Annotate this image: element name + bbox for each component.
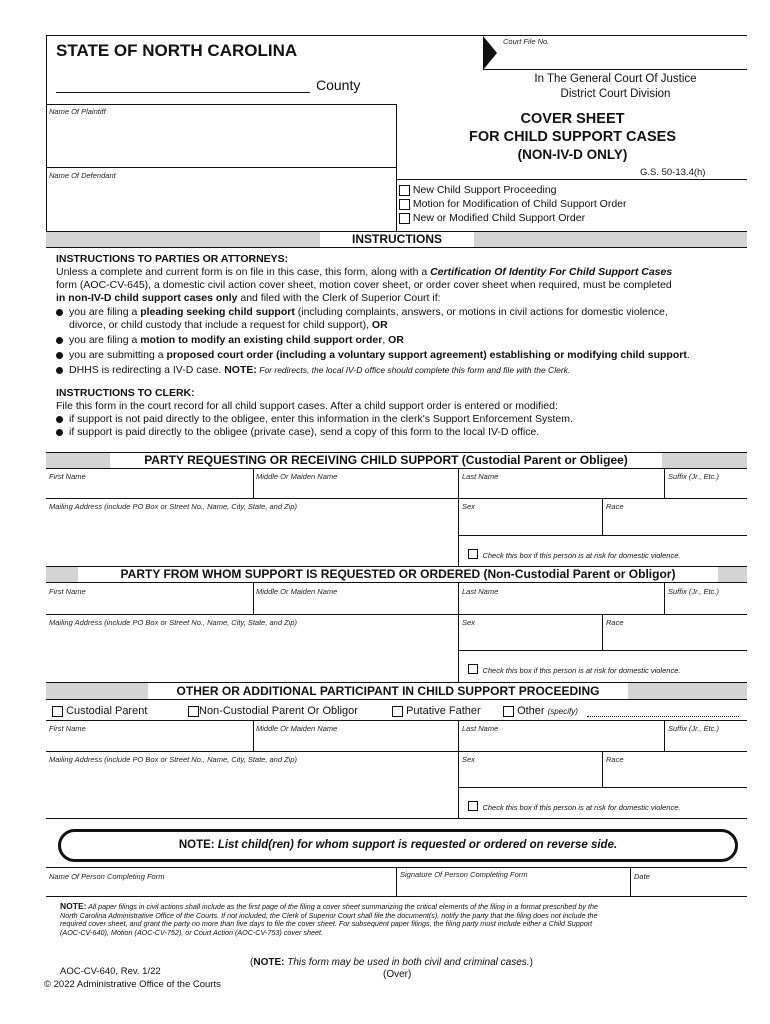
plaintiff-top-line [46, 104, 396, 105]
checkbox[interactable] [468, 549, 478, 559]
divider [602, 498, 603, 535]
bullet-icon [56, 429, 63, 436]
county-line[interactable] [56, 92, 310, 93]
defendant-label: Name Of Defendant [49, 171, 116, 180]
row-line [46, 720, 747, 721]
date-label: Date [634, 872, 650, 881]
children-note-box: NOTE: List child(ren) for whom support is requested or ordered on reverse side. [58, 829, 738, 862]
other-specify-line[interactable] [587, 716, 739, 717]
row-line [46, 498, 747, 499]
instructions-para3: in non-IV-D child support cases only and filed with the Clerk of Superior Court if: [56, 292, 441, 304]
bullet-icon [56, 337, 63, 344]
mailing-address-label: Mailing Address (include PO Box or Street No., Name, City, State, and Zip) [49, 755, 298, 764]
suffix-label: Suffix (Jr., Etc.) [668, 587, 719, 596]
checkbox[interactable] [503, 706, 514, 717]
divider [602, 614, 603, 650]
first-name-label: First Name [49, 587, 86, 596]
copyright: © 2022 Administrative Office of the Courts [44, 979, 221, 990]
bullet-icon [56, 352, 63, 359]
clerk-instructions-heading: INSTRUCTIONS TO CLERK: [56, 387, 195, 399]
row-line [458, 535, 747, 536]
checkbox[interactable] [392, 706, 403, 717]
obligor-party-heading: PARTY FROM WHOM SUPPORT IS REQUESTED OR ORDERED (Non-Custodial Parent or Obligor) [78, 567, 718, 582]
form-id: AOC-CV-640, Rev. 1/22 [60, 966, 161, 977]
divider [458, 720, 459, 818]
option-modification[interactable]: Motion for Modification of Child Support Order [399, 198, 627, 210]
first-name-label: First Name [49, 472, 86, 481]
first-name-label: First Name [49, 724, 86, 733]
cover-title-line1: COVER SHEET [520, 111, 625, 127]
suffix-label: Suffix (Jr., Etc.) [668, 472, 719, 481]
checkbox[interactable] [399, 213, 410, 224]
dv-checkbox-row[interactable]: Check this box if this person is at risk for domestic violence. [468, 660, 680, 678]
race-label: Race [606, 618, 624, 627]
top-border [46, 35, 747, 36]
type-putative-father[interactable]: Putative Father [392, 705, 481, 717]
row-line [458, 787, 747, 788]
checkbox[interactable] [468, 664, 478, 674]
dv-checkbox-row[interactable]: Check this box if this person is at risk for domestic violence. [468, 797, 680, 815]
plaintiff-label: Name Of Plaintiff [49, 107, 106, 116]
middle-name-label: Middle Or Maiden Name [256, 587, 338, 596]
divider [630, 867, 631, 896]
bullet-icon [56, 309, 63, 316]
race-label: Race [606, 502, 624, 511]
divider [458, 583, 459, 682]
over-indicator: (Over) [383, 969, 412, 980]
bullet-icon [56, 367, 63, 374]
type-non-custodial[interactable]: Non-Custodial Parent Or Obligor [188, 705, 358, 717]
divider [664, 720, 665, 751]
court-file-arrow-icon [483, 36, 497, 70]
instruction-bullet-3: you are submitting a proposed court order (including a voluntary support agreement) establishing or modifying child support. [56, 349, 690, 361]
court-line1: In The General Court Of Justice [534, 73, 697, 85]
statute-ref: G.S. 50-13.4(h) [640, 167, 706, 178]
sex-label: Sex [462, 502, 475, 511]
instructions-para1: Unless a complete and current form is on file in this case, this form, along with a Certification Of Identity For Child Support Cases [56, 266, 673, 278]
county-label: County [316, 77, 361, 93]
bullet-icon [56, 416, 63, 423]
race-label: Race [606, 755, 624, 764]
middle-name-label: Middle Or Maiden Name [256, 472, 338, 481]
instruction-bullet-2: you are filing a motion to modify an existing child support order, OR [56, 334, 404, 346]
option-new-modified-order[interactable]: New or Modified Child Support Order [399, 212, 585, 224]
instruction-bullet-1-cont: divorce, or child custody that include a request for child support), OR [69, 319, 388, 331]
divider [664, 583, 665, 614]
suffix-label: Suffix (Jr., Etc.) [668, 724, 719, 733]
row-line [46, 751, 747, 752]
last-name-label: Last Name [462, 724, 499, 733]
checkbox[interactable] [52, 706, 63, 717]
filing-note: NOTE: All paper filings in civil actions shall include as the first page of the filing a cover sheet summarizing the critical elements of the filing in a format prescribed by the North Carolina Administrative Office of the Courts. If not included, the Clerk of Superior Court shall file the document(s), notify the party that the filing does not include the required cover sheet, and grant the party no more than five days to file the cover sheet. For subsequent paper filings, the filing party must include either a Child Support (AOC-CV-640), Motion (AOC-CV-752), or Court Action (AOC-CV-753) cover sheet. [60, 901, 598, 937]
court-file-label: Court File No. [503, 37, 550, 46]
state-title: STATE OF NORTH CAROLINA [56, 41, 298, 60]
middle-name-label: Middle Or Maiden Name [256, 724, 338, 733]
row-line [46, 614, 747, 615]
checkbox[interactable] [468, 801, 478, 811]
divider [253, 720, 254, 751]
divider [253, 583, 254, 614]
row-line [458, 650, 747, 651]
cover-title-line3: (NON-IV-D ONLY) [517, 147, 628, 162]
last-name-label: Last Name [462, 587, 499, 596]
last-name-label: Last Name [462, 472, 499, 481]
divider [396, 867, 397, 896]
completer-name-label: Name Of Person Completing Form [49, 872, 165, 881]
statute-line [396, 179, 747, 180]
clerk-instruction-3: if support is paid directly to the obligee (private case), send a copy of this form to the local IV-D office. [56, 426, 539, 438]
other-participant-heading: OTHER OR ADDITIONAL PARTICIPANT IN CHILD SUPPORT PROCEEDING [148, 683, 628, 699]
divider [664, 469, 665, 498]
type-custodial[interactable]: Custodial Parent [52, 705, 147, 717]
clerk-instruction-2: if support is not paid directly to the obligee, enter this information in the clerk's Support Enforcement System. [56, 413, 573, 425]
instructions-para2: form (AOC-CV-645), a domestic civil action cover sheet, motion cover sheet, or order cover sheet when required, must be completed [56, 279, 672, 291]
sex-label: Sex [462, 755, 475, 764]
usage-note: (NOTE: This form may be used in both civil and criminal cases.) [250, 957, 533, 968]
instructions-heading: INSTRUCTIONS [320, 232, 474, 247]
instruction-bullet-4: DHHS is redirecting a IV-D case. NOTE: For redirects, the local IV-D office should complete this form and file with the Clerk. [56, 364, 570, 376]
mailing-address-label: Mailing Address (include PO Box or Street No., Name, City, State, and Zip) [49, 618, 298, 627]
defendant-top-line [46, 167, 396, 168]
checkbox[interactable] [399, 185, 410, 196]
cover-title-line2: FOR CHILD SUPPORT CASES [468, 129, 677, 145]
clerk-instruction-1: File this form in the court record for all child support cases. After a child support order is entered or modified: [56, 400, 558, 412]
divider [458, 469, 459, 566]
left-border [46, 35, 47, 231]
mailing-address-label: Mailing Address (include PO Box or Street No., Name, City, State, and Zip) [49, 502, 298, 511]
divider [602, 751, 603, 787]
checkbox[interactable] [399, 199, 410, 210]
party-divider [396, 104, 397, 231]
row-line [46, 818, 747, 819]
checkbox[interactable] [188, 706, 199, 717]
signature-label: Signature Of Person Completing Form [400, 870, 528, 879]
sex-label: Sex [462, 618, 475, 627]
court-line2: District Court Division [560, 88, 671, 100]
requesting-party-heading: PARTY REQUESTING OR RECEIVING CHILD SUPPORT (Custodial Parent or Obligee) [110, 453, 662, 468]
dv-checkbox-row[interactable]: Check this box if this person is at risk for domestic violence. [468, 545, 680, 563]
divider [253, 469, 254, 498]
court-file-line[interactable] [483, 69, 747, 70]
parties-instructions-heading: INSTRUCTIONS TO PARTIES OR ATTORNEYS: [56, 253, 289, 265]
option-new-proceeding[interactable]: New Child Support Proceeding [399, 184, 557, 196]
type-other[interactable]: Other (specify) [503, 705, 578, 717]
row-line [46, 896, 747, 897]
instruction-bullet-1: you are filing a pleading seeking child support (including complaints, answers, or motions in civil actions for domestic violence, [56, 306, 668, 318]
